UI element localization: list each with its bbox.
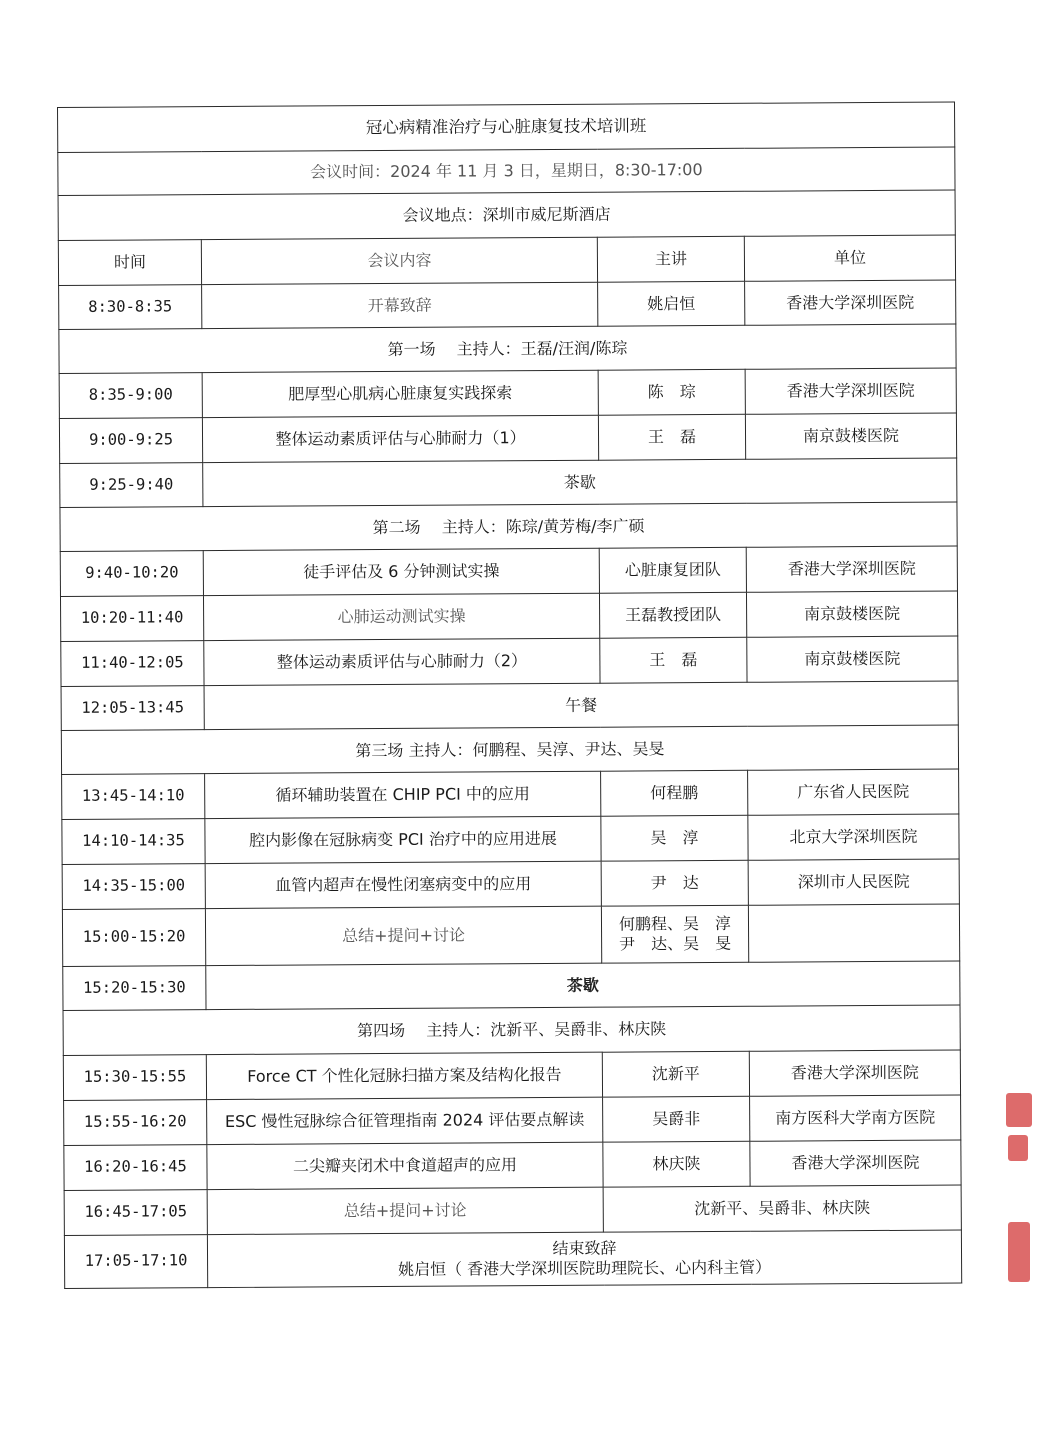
row-speaker: 吴爵非	[603, 1096, 750, 1142]
break-label: 茶歇	[203, 458, 957, 507]
header-speaker: 主讲	[597, 236, 744, 282]
break-row	[61, 681, 958, 730]
agenda-table	[57, 102, 962, 1289]
meeting-time: 会议时间：2024 年 11 月 3 日，星期日，8:30-17:00	[58, 147, 955, 195]
row-unit: 香港大学深圳医院	[745, 368, 956, 414]
table-row	[61, 636, 958, 686]
meeting-time-row	[58, 147, 955, 195]
row-time: 14:10-14:35	[62, 819, 205, 865]
row-speaker: 陈 琮	[598, 369, 745, 415]
row-content: 二尖瓣夹闭术中食道超声的应用	[207, 1142, 603, 1189]
row-speaker: 王磊教授团队	[599, 592, 746, 638]
row-content: 开幕致辞	[202, 282, 598, 328]
row-content: 整体运动素质评估与心肺耐力（1）	[202, 415, 598, 462]
row-time: 15:55-16:20	[64, 1100, 207, 1146]
document-title: 冠心病精准治疗与心脏康复技术培训班	[58, 102, 955, 152]
row-time: 17:05-17:10	[64, 1235, 207, 1289]
row-time: 14:35-15:00	[62, 864, 205, 910]
row-time: 16:20-16:45	[64, 1145, 207, 1191]
row-unit: 广东省人民医院	[748, 769, 959, 815]
row-speaker: 林庆陕	[603, 1141, 750, 1187]
row-time: 15:20-15:30	[63, 966, 206, 1011]
closing-cell	[207, 1230, 961, 1288]
table-row	[63, 1050, 960, 1100]
row-speaker: 王 磊	[598, 414, 745, 460]
break-label: 茶歇	[206, 961, 960, 1010]
closing-title: 结束致辞	[552, 1238, 617, 1258]
row-speaker	[601, 905, 748, 963]
row-unit: 香港大学深圳医院	[745, 280, 956, 325]
session-header-row	[63, 1005, 960, 1055]
row-speaker: 姚启恒	[598, 281, 745, 326]
row-speaker: 沈新平	[602, 1051, 749, 1097]
table-row	[60, 591, 957, 641]
row-time: 15:00-15:20	[62, 909, 205, 967]
session-header-row	[59, 324, 956, 373]
row-time: 9:25-9:40	[60, 463, 203, 508]
break-label: 午餐	[204, 681, 958, 730]
session-header-row	[61, 725, 958, 774]
row-time: 9:40-10:20	[60, 551, 203, 597]
row-unit: 南京鼓楼医院	[745, 413, 956, 459]
session1-header: 第一场 主持人：王磊/汪润/陈琮	[59, 324, 956, 373]
title-row	[58, 102, 955, 152]
row-unit: 香港大学深圳医院	[750, 1140, 961, 1186]
row-speaker: 吴 淳	[601, 815, 748, 861]
row-speaker: 王 磊	[600, 637, 747, 683]
break-row	[63, 961, 960, 1010]
table-row	[59, 413, 956, 463]
table-row	[64, 1095, 961, 1145]
closing-row	[64, 1230, 961, 1288]
discussion-row	[62, 904, 959, 966]
row-time: 13:45-14:10	[62, 774, 205, 820]
row-content: 总结+提问+讨论	[207, 1187, 603, 1234]
row-speaker: 何程鹏	[601, 770, 748, 816]
row-unit: 南京鼓楼医院	[746, 591, 957, 637]
row-content: 心肺运动测试实操	[203, 593, 599, 640]
table-row	[64, 1140, 961, 1190]
row-time: 15:30-15:55	[63, 1055, 206, 1101]
session2-header: 第二场 主持人：陈琮/黄芳梅/李广硕	[60, 502, 957, 551]
red-seal-stamp-fragment	[1006, 1093, 1032, 1127]
row-unit: 香港大学深圳医院	[746, 546, 957, 592]
row-unit	[748, 904, 959, 962]
speaker-line: 何鹏程、吴 淳	[618, 913, 732, 934]
row-time: 12:05-13:45	[61, 686, 204, 731]
row-speakers: 沈新平、吴爵非、林庆陕	[603, 1185, 961, 1232]
session3-header: 第三场 主持人：何鹏程、吴淳、尹达、吴旻	[61, 725, 958, 774]
row-content: 肥厚型心肌病心脏康复实践探索	[202, 370, 598, 417]
row-content: ESC 慢性冠脉综合征管理指南 2024 评估要点解读	[207, 1097, 603, 1144]
row-content: 总结+提问+讨论	[205, 906, 601, 965]
row-unit: 北京大学深圳医院	[748, 814, 959, 860]
row-time: 11:40-12:05	[61, 641, 204, 687]
row-time: 9:00-9:25	[59, 418, 202, 464]
row-content: 腔内影像在冠脉病变 PCI 治疗中的应用进展	[205, 816, 601, 863]
row-content: 循环辅助装置在 CHIP PCI 中的应用	[205, 771, 601, 818]
row-time: 10:20-11:40	[60, 596, 203, 642]
table-row	[62, 814, 959, 864]
break-row	[60, 458, 957, 507]
meeting-place: 会议地点：深圳市威尼斯酒店	[58, 190, 955, 240]
table-row	[59, 280, 956, 329]
table-row	[60, 546, 957, 596]
closing-speaker: 姚启恒（ 香港大学深圳医院助理院长、心内科主管）	[398, 1257, 772, 1279]
row-content: 血管内超声在慢性闭塞病变中的应用	[205, 861, 601, 908]
row-time: 8:35-9:00	[59, 373, 202, 419]
row-content: Force CT 个性化冠脉扫描方案及结构化报告	[206, 1052, 602, 1099]
row-speaker: 尹 达	[601, 860, 748, 906]
row-unit: 深圳市人民医院	[748, 859, 959, 905]
row-time: 8:30-8:35	[59, 285, 202, 330]
table-row	[62, 769, 959, 819]
row-unit: 香港大学深圳医院	[749, 1050, 960, 1096]
row-time: 16:45-17:05	[64, 1190, 207, 1236]
discussion-row	[64, 1185, 961, 1235]
session-header-row	[60, 502, 957, 551]
row-content: 徒手评估及 6 分钟测试实操	[203, 548, 599, 595]
row-unit: 南京鼓楼医院	[747, 636, 958, 682]
row-speaker: 心脏康复团队	[599, 547, 746, 593]
header-row	[58, 235, 955, 285]
table-row	[59, 368, 956, 418]
meeting-place-row	[58, 190, 955, 240]
row-unit: 南方医科大学南方医院	[750, 1095, 961, 1141]
row-content: 整体运动素质评估与心肺耐力（2）	[204, 638, 600, 685]
header-unit: 单位	[744, 235, 955, 281]
table-row	[62, 859, 959, 909]
header-time: 时间	[58, 240, 201, 286]
red-seal-stamp-fragment	[1008, 1222, 1030, 1282]
header-content: 会议内容	[201, 237, 597, 284]
session4-header: 第四场 主持人：沈新平、吴爵非、林庆陕	[63, 1005, 960, 1055]
speaker-line: 尹 达、吴 旻	[619, 933, 732, 954]
red-seal-stamp-fragment	[1008, 1135, 1028, 1161]
